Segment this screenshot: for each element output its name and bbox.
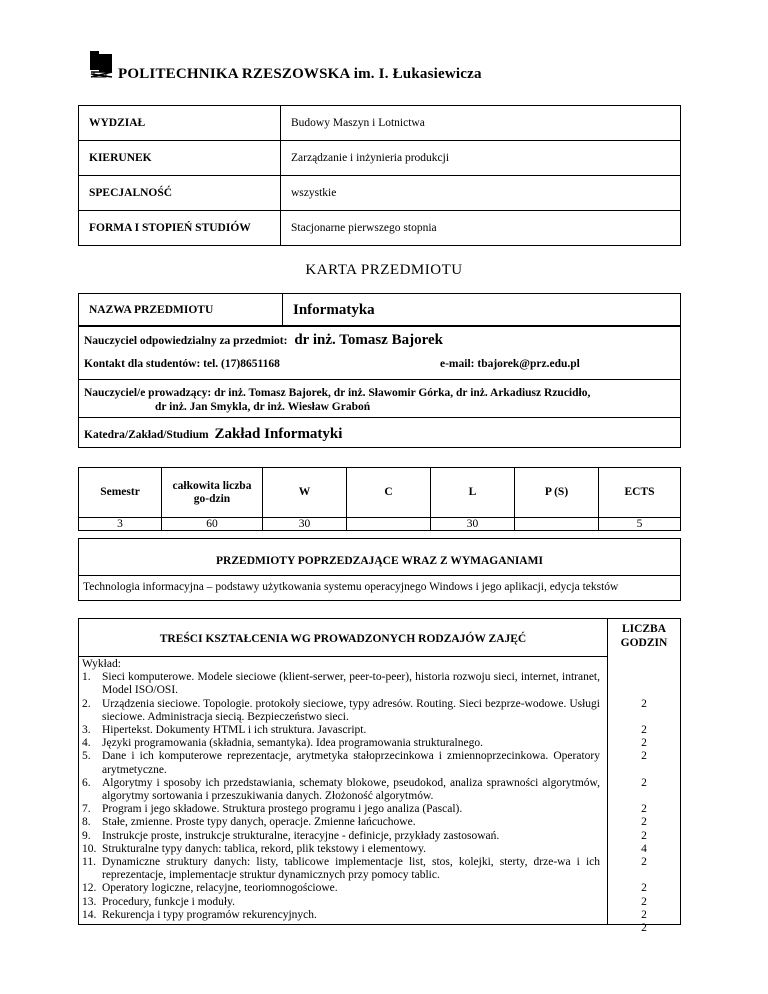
hours-value: 2 (641, 921, 647, 934)
subject-value: Informatyka (283, 294, 681, 327)
item-text: Operatory logiczne, relacyjne, teoriomnogościowe. (102, 882, 338, 895)
divider (79, 417, 680, 418)
section-label: Wykład: (82, 658, 121, 670)
list-item (82, 856, 600, 882)
item-text: Sieci komputerowe. Modele sieciowe (klient-serwer, peer-to-peer), historia rozwoju sieci, internet, intranet, Model ISO/OSI. (102, 671, 600, 697)
hours-value: 2 (641, 737, 647, 750)
document-title: KARTA PRZEDMIOTU (305, 262, 463, 278)
contact-phone: Kontakt dla studentów: tel. (17)8651168 (84, 358, 280, 370)
hours-value: 2 (641, 816, 647, 829)
item-text: Procedury, funkcje i moduły. (102, 895, 235, 908)
item-text: Program i jego składowe. Struktura prostego programu i jego analiza (Pascal). (102, 803, 463, 816)
teacher-value: dr inż. Tomasz Bajorek (294, 332, 443, 348)
university-logo (88, 50, 114, 78)
subject-name-table (78, 293, 681, 327)
spacer (608, 711, 680, 724)
hours-value: 2 (641, 855, 647, 868)
cell-p (515, 518, 599, 531)
list-item (82, 803, 600, 816)
item-text: Dane i ich komputerowe reprezentacje, arytmetyka stałoprzecinkowa i zmiennoprzecinkowa. Operatory arytmetyczne. (102, 750, 600, 776)
hours-value: 2 (641, 803, 647, 816)
item-number: 2. (82, 697, 91, 710)
cell-l: 30 (431, 518, 515, 531)
table-row (79, 518, 681, 531)
item-text: Urządzenia sieciowe. Topologie. protokoły sieciowe, typy adresów. Routing. Sieci bezprze-wodowe. Usługi sieciowe. Administracja siecią. Bezpieczeństwo sieci. (102, 697, 600, 723)
prerequisites-header: PRZEDMIOTY POPRZEDZAJĄCE WRAZ Z WYMAGANIAMI (216, 555, 543, 567)
list-item (82, 843, 600, 856)
item-number: 8. (82, 816, 91, 829)
department-row (84, 426, 675, 443)
item-number: 9. (82, 829, 91, 842)
item-number: 14. (82, 908, 97, 921)
spacer (608, 869, 680, 882)
lecturers-row (84, 386, 675, 414)
table-row (79, 294, 681, 327)
cell-total-hours: 60 (162, 518, 263, 531)
lecturers-line-2: dr inż. Jan Smykla, dr inż. Wiesław Graboń (155, 401, 371, 413)
info-key: SPECJALNOŚĆ (79, 176, 281, 211)
info-key: WYDZIAŁ (79, 106, 281, 141)
spacer (608, 764, 680, 777)
program-info-table (78, 105, 681, 246)
teacher-row (84, 332, 675, 349)
hours-value: 2 (641, 723, 647, 736)
hours-column (608, 658, 680, 935)
divider (79, 656, 607, 657)
header-total-hours: całkowita liczba go-dzin (162, 468, 263, 518)
info-value: Stacjonarne pierwszego stopnia (281, 211, 681, 246)
table-row (79, 106, 681, 141)
info-value: wszystkie (281, 176, 681, 211)
content-header: TREŚCI KSZTAŁCENIA WG PROWADZONYCH RODZAJÓW ZAJĘĆ (159, 633, 527, 645)
divider (79, 575, 680, 576)
item-number: 12. (82, 882, 97, 895)
divider (79, 379, 680, 380)
header-p: P (S) (515, 468, 599, 518)
list-item (82, 909, 600, 922)
info-key: KIERUNEK (79, 141, 281, 176)
list-item (82, 698, 600, 724)
item-number: 7. (82, 803, 91, 816)
course-content-box (78, 618, 681, 934)
item-text: Stałe, zmienne. Proste typy danych, operacje. Zmienne łańcuchowe. (102, 816, 416, 829)
hours-value: 4 (641, 842, 647, 855)
item-number: 5. (82, 750, 91, 763)
table-row (79, 141, 681, 176)
list-item (82, 777, 600, 803)
cell-ects: 5 (599, 518, 681, 531)
university-name: POLITECHNIKA RZESZOWSKA im. I. Łukasiewicza (118, 66, 482, 82)
list-item (82, 671, 600, 697)
hours-header: LICZBA GODZIN (620, 623, 668, 649)
item-text: Hipertekst. Dokumenty HTML i ich struktura. Javascript. (102, 724, 367, 737)
hours-value: 2 (641, 882, 647, 895)
table-row (79, 176, 681, 211)
info-key: FORMA I STOPIEŃ STUDIÓW (79, 211, 281, 246)
list-item (82, 816, 600, 829)
item-text: Rekurencja i typy programów rekurencyjnych. (102, 908, 317, 921)
list-item (82, 750, 600, 776)
cell-semestr: 3 (79, 518, 162, 531)
item-number: 13. (82, 895, 97, 908)
item-text: Algorytmy i sposoby ich przedstawiania, schematy blokowe, pseudokod, analiza sprawności algorytmów, algorytmy sortowania i przeszukiwania danych. Złożoność algorytmów. (102, 776, 600, 803)
item-text: Języki programowania (składnia, semantyka). Idea programowania strukturalnego. (102, 737, 483, 750)
info-value: Budowy Maszyn i Lotnictwa (281, 106, 681, 141)
lecture-list (82, 658, 600, 922)
table-row (79, 211, 681, 246)
list-item (82, 830, 600, 843)
item-number: 11. (82, 856, 96, 869)
list-item (82, 882, 600, 895)
teacher-block (78, 325, 681, 448)
info-value: Zarządzanie i inżynieria produkcji (281, 141, 681, 176)
cell-w: 30 (263, 518, 347, 531)
item-number: 3. (82, 724, 91, 737)
hours-value: 2 (641, 750, 647, 763)
prerequisites-box (78, 538, 681, 601)
contact-email: e-mail: tbajorek@prz.edu.pl (440, 358, 580, 370)
item-number: 6. (82, 776, 91, 789)
cell-c (347, 518, 431, 531)
header-w: W (263, 468, 347, 518)
header-semestr: Semestr (79, 468, 162, 518)
spacer (608, 658, 680, 698)
item-text: Dynamiczne struktury danych: listy, tablicowe implementacje list, stos, kolejki, sterty, drze-wa i ich reprezentacje, implementacje struktur dynamicznych przy pomocy tablic. (102, 856, 600, 882)
item-text: Strukturalne typy danych: tablica, rekord, plik tekstowy i elementowy. (102, 842, 427, 855)
hours-value: 2 (641, 829, 647, 842)
hours-value: 2 (641, 895, 647, 908)
department-value: Zakład Informatyki (214, 426, 343, 442)
header-ects: ECTS (599, 468, 681, 518)
contact-row (84, 358, 675, 370)
hours-value: 2 (641, 908, 647, 921)
table-header-row (79, 468, 681, 518)
prerequisites-text: Technologia informacyjna – podstawy użytkowania systemu operacyjnego Windows i jego aplikacji, edycja tekstów (83, 581, 619, 593)
spacer (608, 790, 680, 803)
hours-value: 2 (641, 776, 647, 789)
list-item (82, 724, 600, 737)
subject-label: NAZWA PRZEDMIOTU (79, 294, 283, 327)
list-item (82, 737, 600, 750)
item-number: 4. (82, 737, 91, 750)
teacher-label: Nauczyciel odpowiedzialny za przedmiot: (84, 335, 288, 347)
hours-table (78, 467, 681, 531)
item-number: 10. (82, 842, 97, 855)
header-c: C (347, 468, 431, 518)
item-text: Instrukcje proste, instrukcje strukturalne, iteracyjne - definicje, przykłady zastosowań. (102, 829, 500, 842)
lecturers-line-1: Nauczyciel/e prowadzący: dr inż. Tomasz Bajorek, dr inż. Sławomir Górka, dr inż. Arkadiusz Rzucidło, (84, 387, 591, 399)
header-l: L (431, 468, 515, 518)
item-number: 1. (82, 671, 91, 684)
department-label: Katedra/Zakład/Studium (84, 429, 209, 441)
list-item (82, 896, 600, 909)
hours-value: 2 (641, 697, 647, 710)
